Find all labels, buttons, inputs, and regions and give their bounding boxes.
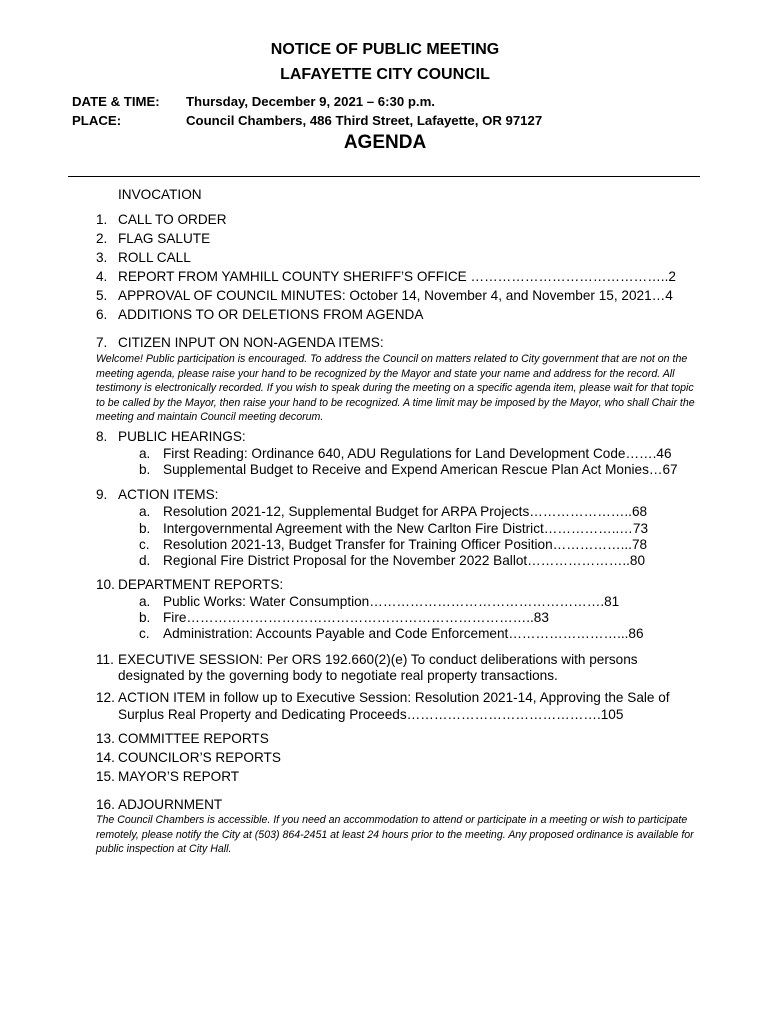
invocation: INVOCATION — [118, 187, 202, 202]
item-minutes-approval: APPROVAL OF COUNCIL MINUTES: October 14, November 4, and November 15, 2021…4 — [118, 288, 673, 303]
sub-letter: a. — [139, 446, 151, 461]
action-resolution-2021-12: Resolution 2021-12, Supplemental Budget for ARPA Projects…………………..68 — [163, 504, 648, 519]
report-fire: Fire…………………………………………………………………..83 — [163, 610, 549, 625]
action-resolution-2021-13: Resolution 2021-13, Budget Transfer for Training Officer Position……………...78 — [163, 537, 648, 552]
item-number: 4. — [96, 269, 108, 284]
sub-letter: c. — [139, 537, 150, 552]
council-title: LAFAYETTE CITY COUNCIL — [280, 66, 490, 83]
report-public-works: Public Works: Water Consumption…………………………………………….81 — [163, 594, 620, 609]
sub-letter: b. — [139, 462, 151, 477]
item-number: 6. — [96, 307, 108, 322]
sub-letter: a. — [139, 594, 151, 609]
item-committee-reports: COMMITTEE REPORTS — [118, 731, 269, 746]
item-number: 5. — [96, 288, 108, 303]
sub-letter: c. — [139, 626, 150, 641]
item-number: 11. — [96, 652, 114, 667]
item-sheriff-report: REPORT FROM YAMHILL COUNTY SHERIFF’S OFFICE ……………………………………..2 — [118, 269, 676, 284]
item-executive-session: EXECUTIVE SESSION: Per ORS 192.660(2)(e) To conduct deliberations with persons — [118, 652, 638, 667]
place-value: Council Chambers, 486 Third Street, Lafayette, OR 97127 — [186, 113, 543, 128]
item-adjournment: ADJOURNMENT — [118, 797, 223, 812]
date-label: DATE & TIME: — [72, 94, 160, 109]
notice-title: NOTICE OF PUBLIC MEETING — [270, 41, 500, 58]
item-public-hearings: PUBLIC HEARINGS: — [118, 429, 246, 444]
item-roll-call: ROLL CALL — [118, 250, 191, 265]
sub-letter: d. — [139, 553, 151, 568]
accessibility-note: The Council Chambers is accessible. If you need an accommodation to attend or participate in a meeting or wish to participate remotely, please notify the City at (503) 864-2451 at least 24 hours prior to the meeting. Any proposed ordinance is available for public inspection at City Hall. — [96, 814, 694, 856]
item-executive-session-cont: designated by the governing body to negotiate real property transactions. — [118, 668, 558, 683]
action-fire-district-agreement: Intergovernmental Agreement with the New Carlton Fire District……………..…73 — [163, 521, 649, 536]
item-number: 7. — [96, 335, 108, 350]
item-number: 16. — [96, 797, 115, 812]
sub-letter: b. — [139, 610, 151, 625]
item-number: 14. — [96, 750, 115, 765]
item-action-items: ACTION ITEMS: — [118, 487, 219, 502]
item-mayor-report: MAYOR’S REPORT — [118, 769, 240, 784]
item-number: 15. — [96, 769, 115, 784]
item-citizen-input: CITIZEN INPUT ON NON-AGENDA ITEMS: — [118, 335, 384, 350]
citizen-input-note: Welcome! Public participation is encouraged. To address the Council on matters related to City government that are not on the meeting agenda, please raise your hand to be recognized by the Mayor and state your name and address for the record. All testimony is electronically recorded. If you wish to speak during the meeting on a specific agenda item, please wait for that topic to be called by the Mayor, then raise your hand to be recognized. A time limit may be imposed by the Mayor, who shall Chair the meeting and maintain Council meeting decorum. — [96, 353, 695, 424]
divider-line — [68, 176, 700, 177]
sub-letter: b. — [139, 521, 151, 536]
item-councilor-reports: COUNCILOR’S REPORTS — [118, 750, 281, 765]
item-number: 9. — [96, 487, 108, 502]
date-value: Thursday, December 9, 2021 – 6:30 p.m. — [186, 94, 435, 109]
item-call-to-order: CALL TO ORDER — [118, 212, 227, 227]
item-flag-salute: FLAG SALUTE — [118, 231, 211, 246]
hearing-ordinance-640: First Reading: Ordinance 640, ADU Regulations for Land Development Code…….46 — [163, 446, 672, 461]
action-fire-district-ballot: Regional Fire District Proposal for the November 2022 Ballot…………………..80 — [163, 553, 646, 568]
item-action-resolution-2021-14-cont: Surplus Real Property and Dedicating Proceeds…………………………………….105 — [118, 707, 624, 722]
place-label: PLACE: — [72, 113, 122, 128]
item-number: 12. — [96, 690, 115, 705]
item-agenda-changes: ADDITIONS TO OR DELETIONS FROM AGENDA — [118, 307, 424, 322]
item-number: 2. — [96, 231, 108, 246]
item-number: 1. — [96, 212, 108, 227]
hearing-supplemental-budget: Supplemental Budget to Receive and Expend American Rescue Plan Act Monies…67 — [163, 462, 678, 477]
report-administration: Administration: Accounts Payable and Code Enforcement……………………...86 — [163, 626, 644, 641]
item-department-reports: DEPARTMENT REPORTS: — [118, 577, 284, 592]
item-action-resolution-2021-14: ACTION ITEM in follow up to Executive Session: Resolution 2021-14, Approving the Sale of — [118, 690, 670, 705]
item-number: 3. — [96, 250, 108, 265]
item-number: 8. — [96, 429, 108, 444]
item-number: 13. — [96, 731, 115, 746]
sub-letter: a. — [139, 504, 151, 519]
item-number: 10. — [96, 577, 115, 592]
agenda-heading: AGENDA — [343, 132, 427, 153]
